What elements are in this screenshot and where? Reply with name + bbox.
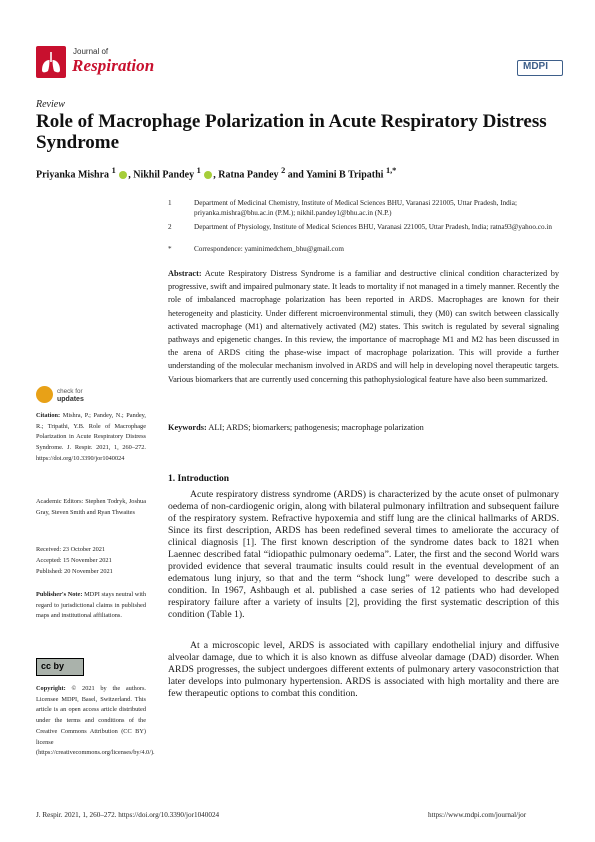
correspondence-marker: * — [168, 245, 172, 253]
affiliation-text: Department of Physiology, Institute of Medical Sciences BHU, Varanasi 221005, Uttar Pradesh, India; ratna93@yahoo.co.in — [194, 223, 552, 231]
affiliation-text: Department of Medicinal Chemistry, Institute of Medical Sciences BHU, Varanasi 221005, Uttar Pradesh, India; priyanka.mishra@bhu.ac.in (P.M.); nikhil.pandey1@bhu.ac.in (N.P.) — [194, 199, 517, 217]
author-affil-sup: 1 — [111, 166, 116, 175]
copyright-block — [36, 684, 155, 759]
received-date: Received: 23 October 2021 — [36, 546, 106, 553]
correspondence-text: Correspondence: yaminimedchem_bhu@gmail.com — [194, 245, 344, 253]
author-affil-sup: 1 — [196, 166, 201, 175]
cc-license-badge[interactable] — [36, 658, 84, 676]
mdpi-logo-text: MDPI — [523, 61, 548, 72]
keywords-label: Keywords: — [168, 423, 207, 432]
author-name[interactable]: Ratna Pandey — [218, 169, 279, 181]
article-title: Role of Macrophage Polarization in Acute Respiratory Distress Syndrome — [36, 111, 547, 153]
accepted-date: Accepted: 15 November 2021 — [36, 557, 112, 564]
check-for-updates-button[interactable] — [36, 386, 106, 408]
author-name[interactable]: Yamini B Tripathi — [306, 169, 384, 181]
author-affil-sup: 1,* — [385, 166, 397, 175]
orcid-icon[interactable] — [119, 171, 127, 179]
check-updates-icon — [36, 386, 53, 403]
paragraph-2: At a microscopic level, ARDS is associated with capillary endothelial injury and diffusive alveolar damage, due to which it is also known as diffuse alveolar damage (DAD) disorder. When ARDS progresses, the subject undergoes different extents of pulmonary artery vasoconstriction that later develops into pulmonary hypertension. ARDS is associated with high mortality and there are few therapeutic options to combat this condition. — [168, 640, 559, 700]
footer-citation[interactable]: J. Respir. 2021, 1, 260–272. https://doi.org/10.3390/jor1040024 — [36, 811, 220, 819]
author-name[interactable]: Priyanka Mishra — [36, 169, 110, 181]
journal-of-label: Journal of — [73, 47, 109, 56]
keywords — [168, 423, 559, 432]
abstract-label: Abstract: — [168, 269, 202, 278]
journal-logo — [36, 46, 66, 78]
publisher-note — [36, 590, 146, 622]
mdpi-logo[interactable] — [517, 60, 563, 74]
check-updates-line2: updates — [57, 396, 84, 403]
paragraph-1: Acute respiratory distress syndrome (ARDS) is characterized by the acute onset of pulmonary oedema of non-cardiogenic origin, along with bilateral pulmonary infiltration and subsequent failure of the respiratory system. Refractive hypoxemia and stiff lung are the clinical hallmarks of ARDS. Since its first description, ARDS has been redefined several times to ameliorate the accuracy of clinical diagnosis [1]. The first known description of the syndrome dates back to 1821 when Laennec described fatal “idiopathic pulmonary oedema”. Later, the first and the second World wars provided evidence that several traumatic insults could result in the eventual development of an edematous lung injury, so that and the term “shock lung” were developed to describe such a condition. In 1967, Ashbaugh et al. published a case series of 12 patients who had developed respiratory failure after a variety of insults [2], providing the first systematic description of this condition (Table 1). — [168, 489, 559, 621]
copyright-label: Copyright: — [36, 685, 66, 692]
footer-journal-url[interactable]: https://www.mdpi.com/journal/jor — [428, 811, 527, 819]
academic-editors: Academic Editors: Stephen Todryk, Joshua Gray, Steven Smith and Ryan Thwaites — [36, 498, 146, 516]
abstract-text: Acute Respiratory Distress Syndrome is a familiar and destructive clinical condition characterized by progressive, swift and impaired pulmonary state. It leads to mortality if not managed in a timely manner. Recently the role of imbalanced macrophage polarization has been reported in ARDS. Macrophages are known for their heterogeneity and plasticity. Under different microenvironmental stimuli, they (M0) can switch between classically activated macrophage (M1) and alternatively activated (M2) states. This switch is regulated by several signaling pathways and epigenetic changes. In this review, the importance of macrophage M1 and M2 has been discussed in the arena of ARDS citing the phase-wise impact of macrophage polarization. This will provide a further understanding of the molecular mechanism involved in ARDS and will help in developing novel therapeutic targets. Various biomarkers that are currently used concerning this pathophysiological feature have also been summarized. — [168, 269, 560, 384]
citation-label: Citation: — [36, 412, 61, 419]
author-name[interactable]: Nikhil Pandey — [133, 169, 195, 181]
published-date: Published: 20 November 2021 — [36, 568, 113, 575]
abstract — [168, 267, 559, 386]
cc-badge-text: cc by — [41, 661, 65, 671]
author-affil-sup: 2 — [281, 166, 286, 175]
article-type: Review — [36, 99, 65, 110]
publisher-note-label: Publisher's Note: — [36, 591, 83, 598]
journal-name[interactable]: Respiration — [72, 56, 155, 75]
section-heading: 1. Introduction — [168, 474, 230, 484]
citation-block — [36, 411, 146, 465]
publisher-note-text: MDPI stays neutral with regard to jurisdictional claims in published maps and institutional affiliations. — [36, 591, 146, 620]
copyright-text: © 2021 by the authors. Licensee MDPI, Basel, Switzerland. This article is an open access article distributed under the terms and conditions of the Creative Commons Attribution (CC BY) license (https://creativecommons.org/licenses/by/4.0/). — [36, 685, 155, 757]
author-list: Priyanka Mishra $^1$ , Nikhil Pandey $^1$ , Ratna Pandey $^2$ and Yamini B Tripathi $^{1,*}$ — [36, 166, 397, 181]
check-updates-line1: check for — [57, 388, 83, 395]
citation-text: Mishra, P.; Pandey, N.; Pandey, R.; Tripathi, Y.B. Role of Macrophage Polarization in Acute Respiratory Distress Syndrome. J. Respir. 2021, 1, 260–272. https://doi.org/10.3390/jor1040024 — [36, 412, 146, 462]
affiliation-number: 1 — [168, 199, 172, 207]
lungs-icon — [36, 46, 66, 78]
orcid-icon[interactable] — [204, 171, 212, 179]
keywords-text: ALI; ARDS; biomarkers; pathogenesis; macrophage polarization — [208, 423, 424, 432]
affiliation-number: 2 — [168, 223, 172, 231]
